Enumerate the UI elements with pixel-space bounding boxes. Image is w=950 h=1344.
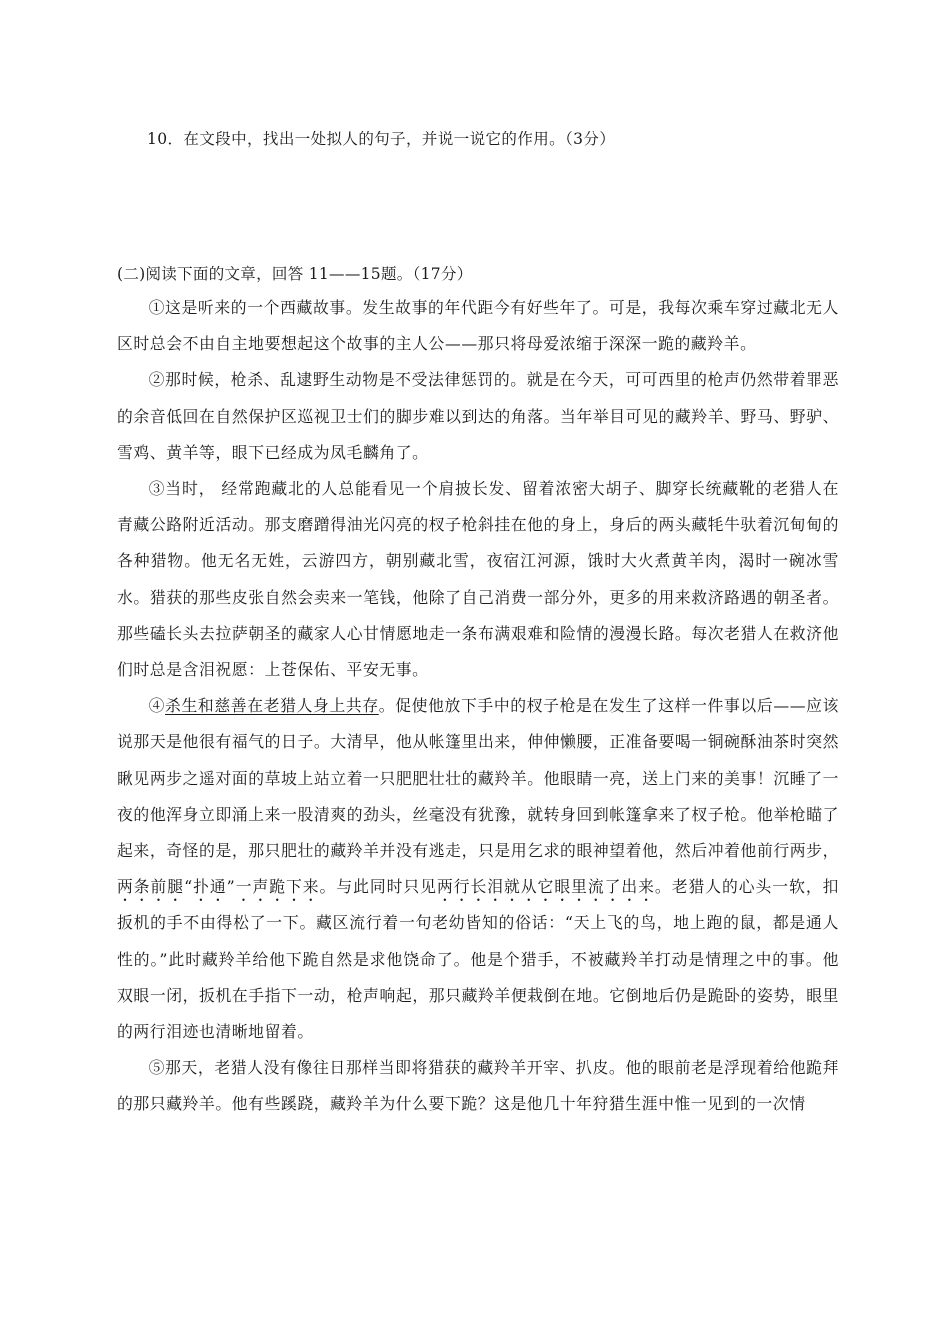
paragraph-1: ①这是听来的一个西藏故事。发生故事的年代距今有好些年了。可是，我每次乘车穿过藏北无人区时总会不由自主地要想起这个故事的主人公——那只将母爱浓缩于深深一跪的藏羚羊。	[117, 298, 839, 354]
underlined-sentence: 杀生和慈善在老猎人身上共存	[165, 696, 379, 716]
paragraph-4-part-b: 。与此同时只见	[319, 877, 437, 897]
paragraph-4	[117, 688, 839, 1050]
paragraph-4-part-c: 。老猎人的心头一软，扣扳机的手不由得松了一下。藏区流行着一句老幼皆知的俗话：“天上飞的鸟，地上跑的鼠，都是通人性的。”此时藏羚羊给他下跪自然是求他饶命了。他是个猎手，不被藏羚羊打动是情理之中的事。他双眼一闭，扳机在手指下一动，枪声响起，那只藏羚羊便栽倒在地。它倒地后仍是跪卧的姿势，眼里的两行泪迹也清晰地留着。	[117, 877, 839, 1042]
section-2-heading: (二)阅读下面的文章，回答 11——15题。（17分）	[117, 265, 473, 283]
paragraph-4-number: ④	[148, 696, 166, 716]
emphasized-phrase-kneel: 两条前腿“扑通”一声跪下来	[117, 877, 320, 897]
emphasized-phrase-tears: 两行长泪就从它眼里流了出来	[436, 877, 655, 897]
reading-passage	[117, 290, 839, 1123]
question-10: 10．在文段中，找出一处拟人的句子，并说一说它的作用。（3分）	[147, 130, 616, 148]
paragraph-5: ⑤那天，老猎人没有像往日那样当即将猎获的藏羚羊开宰、扒皮。他的眼前老是浮现着给他跪拜的那只藏羚羊。他有些蹊跷，藏羚羊为什么要下跪？这是他几十年狩猎生涯中惟一见到的一次情	[117, 1058, 839, 1114]
paragraph-4-part-a: 。促使他放下手中的杈子枪是在发生了这样一件事以后——应该说那天是他很有福气的日子。大清早，他从帐篷里出来，伸伸懒腰，正准备要喝一铜碗酥油茶时突然瞅见两步之遥对面的草坡上站立着一只肥肥壮壮的藏羚羊。他眼睛一亮，送上门来的美事！沉睡了一夜的他浑身立即涌上来一股清爽的劲头，丝毫没有犹豫，就转身回到帐篷拿来了杈子枪。他举枪瞄了起来，奇怪的是，那只肥壮的藏羚羊并没有逃走，只是用乞求的眼神望着他，然后冲着他前行两步，	[117, 696, 839, 861]
paragraph-2: ②那时候，枪杀、乱逮野生动物是不受法律惩罚的。就是在今天，可可西里的枪声仍然带着罪恶的余音低回在自然保护区巡视卫士们的脚步难以到达的角落。当年举目可见的藏羚羊、野马、野驴、雪鸡、黄羊等，眼下已经成为凤毛麟角了。	[117, 370, 839, 462]
paragraph-3: ③当时， 经常跑藏北的人总能看见一个肩披长发、留着浓密大胡子、脚穿长统藏靴的老猎人在青藏公路附近活动。那支磨蹭得油光闪亮的杈子枪斜挂在他的身上，身后的两头藏牦牛驮着沉甸甸的各种猎物。他无名无姓，云游四方，朝别藏北雪，夜宿江河源，饿时大火煮黄羊肉，渴时一碗冰雪水。猎获的那些皮张自然会卖来一笔钱，他除了自己消费一部分外，更多的用来救济路遇的朝圣者。那些磕长头去拉萨朝圣的藏家人心甘情愿地走一条布满艰难和险情的漫漫长路。每次老猎人在救济他们时总是含泪祝愿：上苍保佑、平安无事。	[117, 479, 839, 680]
